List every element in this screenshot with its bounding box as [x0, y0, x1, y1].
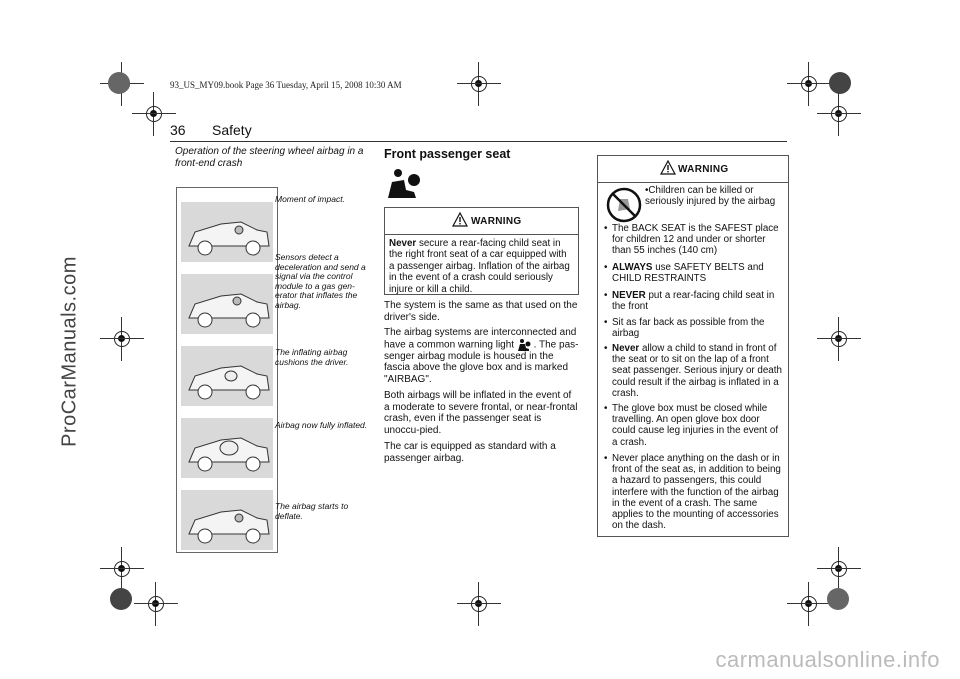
crash-frame-5 [181, 490, 273, 550]
section-title: Safety [212, 122, 252, 138]
warning-label: WARNING [678, 164, 729, 175]
warning-triangle-icon [452, 212, 468, 227]
side-watermark: ProCarManuals.com [58, 256, 81, 447]
registration-mark-icon [465, 70, 493, 98]
crash-frame-4 [181, 418, 273, 478]
registration-dot-icon [829, 72, 851, 94]
warning-bullet: • NEVER put a rear-facing child seat in the front [604, 290, 775, 313]
airbag-sequence-figure [176, 187, 278, 553]
registration-mark-icon [108, 325, 136, 353]
header-rule [170, 141, 787, 142]
crash-frame-3 [181, 346, 273, 406]
registration-mark-icon [140, 100, 168, 128]
crash-frame-2 [181, 274, 273, 334]
no-child-seat-icon [606, 187, 642, 228]
airbag-light-icon [517, 339, 531, 351]
warning-triangle-icon [660, 160, 676, 175]
registration-mark-icon [142, 590, 170, 618]
warning-label: WARNING [471, 216, 522, 227]
bottom-watermark: carmanualsonline.info [715, 647, 940, 672]
registration-mark-icon [795, 590, 823, 618]
stage-caption: Moment of impact. [275, 194, 345, 204]
warning-intro: •Children can be killed or seriously injured by the airbag [645, 185, 776, 208]
registration-mark-icon [825, 325, 853, 353]
stage-caption: Sensors detect a deceleration and send a signal via the control module to a gas gen-erator that inflates the airbag. [275, 252, 366, 310]
paragraph-part: . The pas-senger airbag module is housed in the fascia above the glove box and is marked "AIRBAG". [384, 339, 579, 386]
page-number: 36 [170, 122, 186, 138]
paragraph: The system is the same as that used on the driver's side. [384, 300, 578, 323]
paragraph-part: The airbag systems are interconnected and have a common warning light [384, 327, 577, 351]
front-passenger-title: Front passenger seat [384, 147, 511, 161]
warning-bullet: • ALWAYS use SAFETY BELTS and CHILD RESTRAINTS [604, 262, 764, 285]
warning-bullet: • Never allow a child to stand in front of the seat or to sit on the lap of a front seat passenger. Serious injury or death could result if the airbag is inflated in a crash. [604, 343, 782, 399]
warning-body: secure a rear-facing child seat in the right front seat of a car equipped with a passenger airbag. Inflation of the airbag in the event of a crash could seriously injure or kill a child. [389, 238, 570, 295]
print-info: 93_US_MY09.book Page 36 Tuesday, April 15, 2008 10:30 AM [170, 80, 402, 90]
paragraph: Both airbags will be inflated in the event of a moderate to severe frontal, or near-frontal crash, even if the passenger seat is unoccu-pied. [384, 390, 578, 436]
warning-box [384, 207, 579, 295]
paragraph: The car is equipped as standard with a passenger airbag. [384, 441, 556, 464]
registration-mark-icon [108, 555, 136, 583]
warning-text [385, 235, 578, 298]
warning-header [385, 208, 578, 235]
stage-caption: The airbag starts to deflate. [275, 501, 349, 521]
warning-header [598, 156, 788, 183]
warning-bullet: • Sit as far back as possible from the airbag [604, 317, 765, 340]
registration-mark-icon [825, 100, 853, 128]
registration-mark-icon [465, 590, 493, 618]
stage-caption: Airbag now fully inflated. [275, 420, 368, 430]
paragraph [384, 327, 579, 386]
warning-bullet: • The glove box must be closed while travelling. An open glove box door could cause leg injuries in the event of a crash. [604, 403, 779, 448]
crash-frame-1 [181, 202, 273, 262]
stage-caption: The inflating airbag cushions the driver. [275, 347, 349, 367]
figure-caption: Operation of the steering wheel airbag in a front-end crash [175, 146, 364, 169]
warning-bullet: • Never place anything on the dash or in front of the seat as, in addition to being a hazard to passengers, this could interfere with the function of the airbag in the event of a crash. The same applies to the mounting of accessories on the dash. [604, 453, 781, 532]
registration-dot-icon [108, 72, 130, 94]
warning-bullet: • The BACK SEAT is the SAFEST place for children 12 and under or shorter than 55 inches (140 cm) [604, 223, 779, 257]
warning-never: Never [389, 238, 417, 249]
registration-dot-icon [110, 588, 132, 610]
registration-dot-icon [827, 588, 849, 610]
registration-mark-icon [825, 555, 853, 583]
airbag-warning-icon [384, 168, 424, 205]
registration-mark-icon [795, 70, 823, 98]
